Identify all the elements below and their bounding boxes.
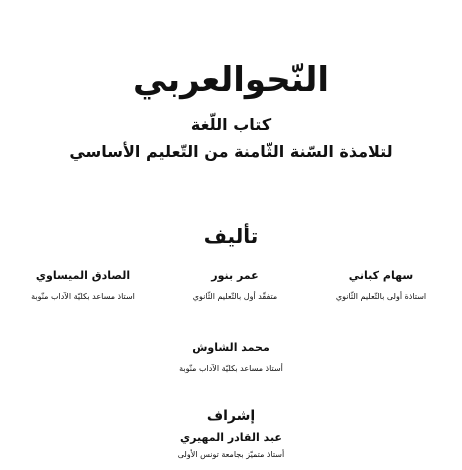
author-name: عمر بنور [211,269,259,282]
author-name: محمد الشاوش [192,341,270,354]
supervisor-block [156,430,306,462]
supervisor-name: عبد القادر المهيري [180,431,282,444]
book-subtitle: كتاب اللّغة [190,115,272,134]
author-role: استاذة أولى بالتّعليم الثّانوي [335,292,427,301]
author-name: الصادق الميساوي [35,269,131,282]
author-role: متفقّد أول بالتّعليم الثّانوي [192,292,278,301]
book-title: النّحوالعربي [132,60,330,100]
book-audience: لتلامذة السّنة الثّامنة من التّعليم الأساسي [69,142,393,161]
author-role: استاذ مساعد بكليّة الآداب منّوبة [31,292,135,301]
author-block [160,268,310,304]
author-name: سهام كباني [348,269,414,282]
supervision-label: إشراف [206,408,256,424]
authorship-label: تأليف [203,224,259,248]
supervisor-role: أستاذ متميّز بجامعة تونس الأولى [177,450,285,459]
author-role: أستاذ مساعد بكليّة الآداب منّوبة [179,364,283,373]
author-block [8,268,158,304]
author-block [156,340,306,376]
author-block [306,268,456,304]
